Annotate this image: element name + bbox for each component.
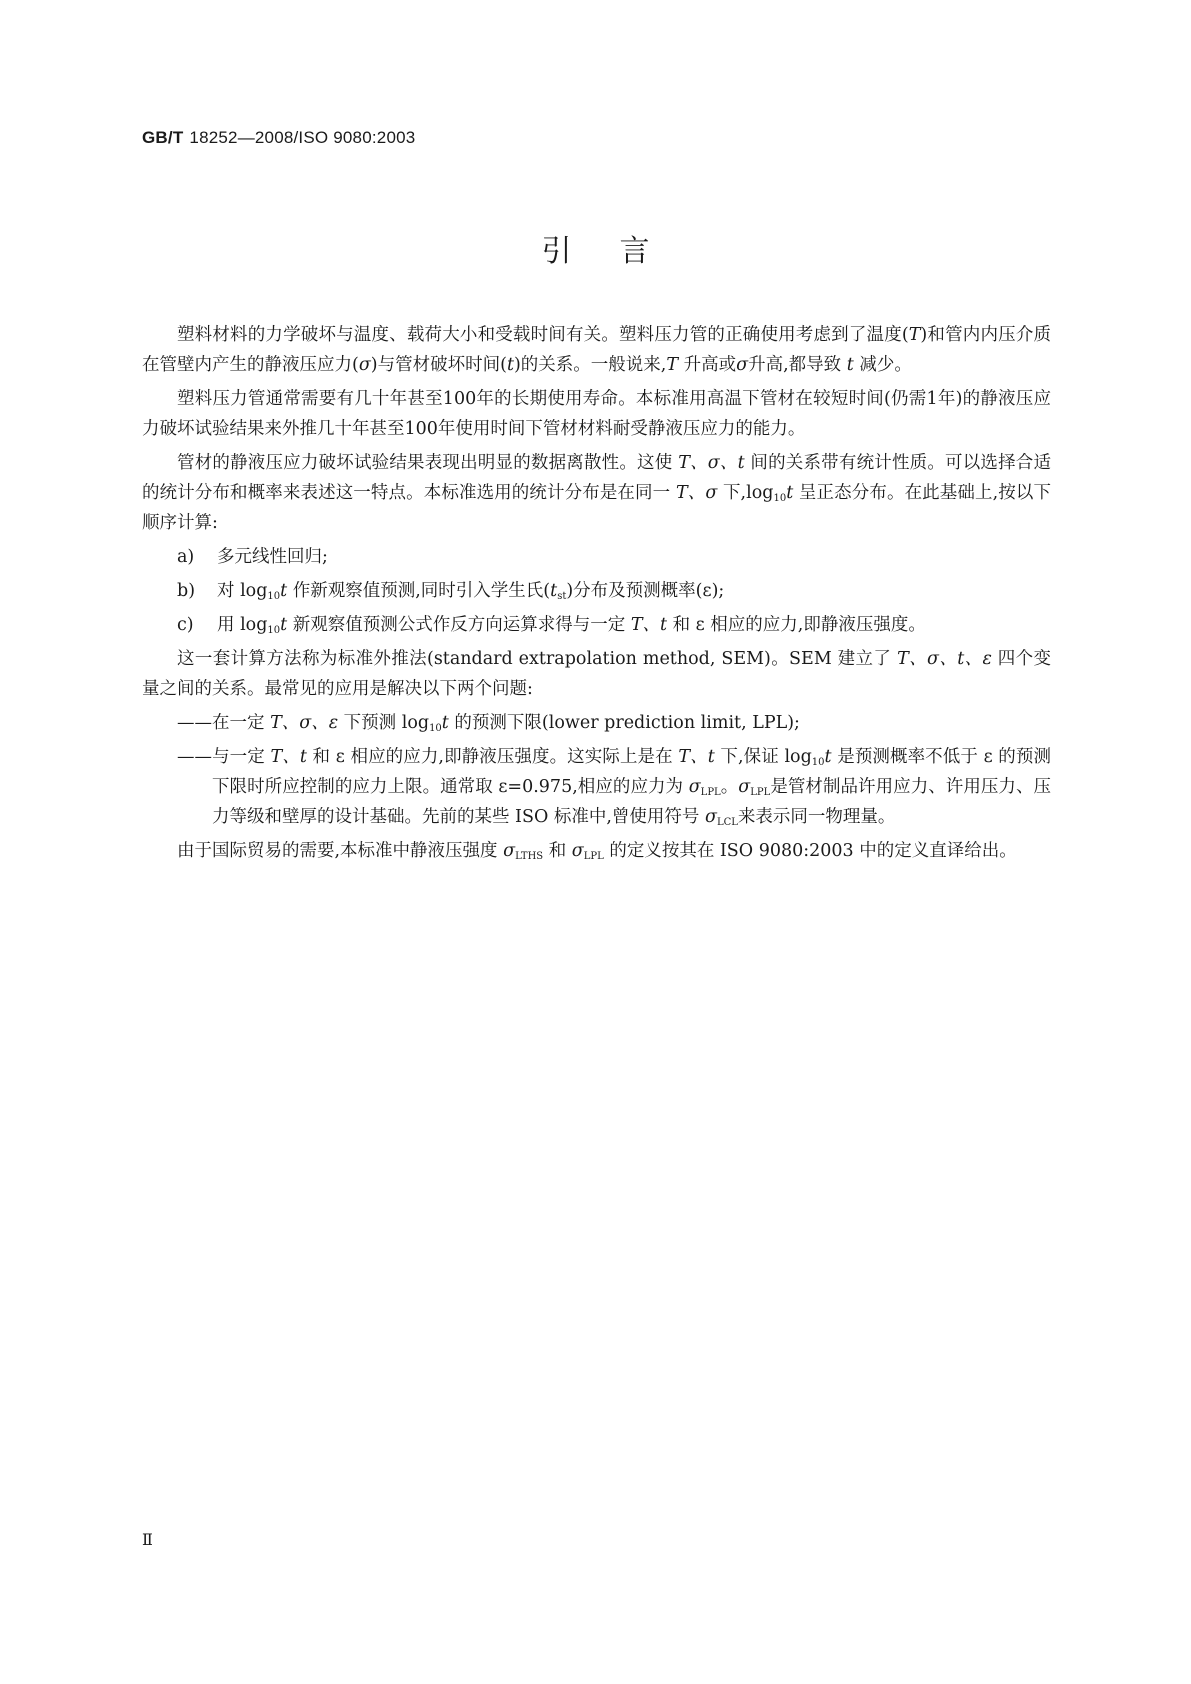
list-item-b: b) 对 $\log_{10}t$ 作新观察值预测,同时引入学生氏$(t_{st})$分布及预测概率(ε);	[177, 581, 725, 602]
paragraph-3: 管材的静液压应力破坏试验结果表现出明显的数据离散性。这使 T、σ、t 间的关系带有统计性质。可以选择合适的统计分布和概率来表述这一特点。本标准选用的统计分布是在同一 T、σ 下$,\log_{10}t$ 呈正态分布。在此基础上,按以下顺序计算:	[142, 453, 1052, 533]
standard-number: 18252—2008/ISO 9080:2003	[189, 128, 416, 147]
paragraph-4: 这一套计算方法称为标准外推法(standard extrapolation method, SEM)。SEM 建立了 T、σ、t、ε 四个变量之间的关系。最常见的应用是解决以下两个问题:	[142, 649, 1051, 699]
paragraph-1: 塑料材料的力学破坏与温度、载荷大小和受载时间有关。塑料压力管的正确使用考虑到了温度(T)和管内内压介质在管壁内产生的静液压应力(σ)与管材破坏时间(t)的关系。一般说来,T 升高或σ升高,都导致 t 减少。	[142, 325, 1051, 375]
paragraph-2: 塑料压力管通常需要有几十年甚至100年的长期使用寿命。本标准用高温下管材在较短时间(仍需1年)的静液压应力破坏试验结果来外推几十年甚至100年使用时间下管材材料耐受静液压应力的能力。	[142, 389, 1051, 439]
body-text	[142, 320, 1051, 870]
page-number: Ⅱ	[142, 1530, 153, 1549]
dash-item-2: ——与一定 T、t 和 ε 相应的应力,即静液压强度。这实际上是在 T、t 下,保证 $\log_{10}t$ 是预测概率不低于 ε 的预测下限时所应控制的应力上限。通常取 ε=0.975,相应的应力为 $\sigma_{LPL}$。$\sigma_{LPL}$是管材制品许用应力、许用压力、压力等级和壁厚的设计基础。先前的某些 ISO 标准中,曾使用符号 $\sigma_{LCL}$来表示同一物理量。	[177, 747, 1052, 828]
paragraph-5: 由于国际贸易的需要,本标准中静液压强度 $\sigma_{LTHS}$ 和 $\sigma_{LPL}$ 的定义按其在 ISO 9080:2003 中的定义直译给出。	[177, 841, 1017, 862]
list-item-a: a) 多元线性回归;	[177, 547, 328, 567]
dash-item-1: ——在一定 T、σ、ε 下预测 $\log_{10}t$ 的预测下限(lower prediction limit, LPL);	[177, 713, 800, 734]
standard-prefix: GB/T	[142, 128, 184, 147]
list-item-c: c) 用 $\log_{10}t$ 新观察值预测公式作反方向运算求得与一定 T、t 和 ε 相应的应力,即静液压强度。	[177, 615, 926, 636]
page-title: 引言	[541, 234, 698, 269]
standard-number-header	[142, 128, 415, 148]
